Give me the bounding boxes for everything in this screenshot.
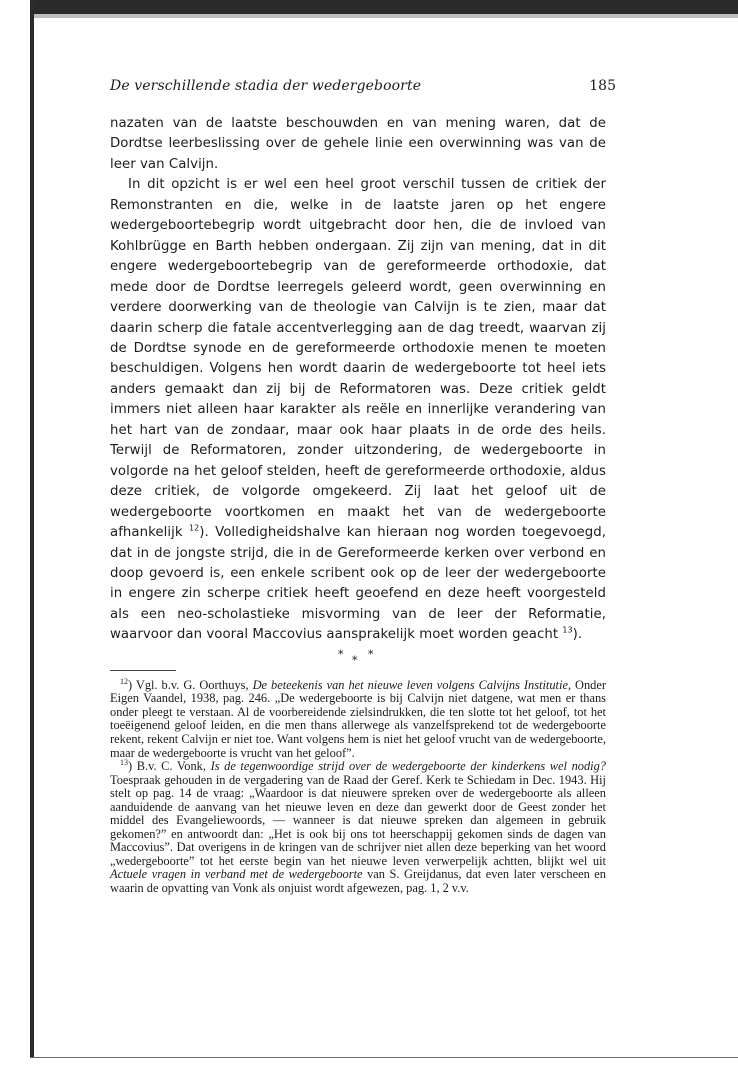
- footnote-ref-12: 12: [188, 523, 200, 533]
- footnote-ref-13: 13: [562, 625, 573, 635]
- paragraph-2-part-a: In dit opzicht is er wel een heel groot verschil tussen de critiek der Remonstranten en die, welke in de laatste jaren op het engere wedergeboortebegrip wordt uitgebracht door hen, die de invloed van Kohlbrügge en Barth hebben ondergaan. Zij zijn van mening, dat in dit engere wedergeboortebegrip van de gereformeerde orthodoxie, dat mede door de Dordtse leerregels geleerd wordt, geen overwinning en verdere doorwerking van de theologie van Calvijn is te zien, maar dat daarin scherp die fatale accentverlegging aan de dag treedt, waarvan zij de Dordtse synode en de gereformeerde orthodoxie menen te moeten beschuldigen. Volgens hen wordt daarin de wedergeboorte tot heel iets anders gemaakt dan zij bij de Reformatoren was. Deze critiek geldt immers niet alleen haar karakter als reële en innerlijke verandering van het hart van de zondaar, maar ook haar plaats in de orde des heils. Terwijl de Reformatoren, zonder uitzondering, de wedergeboorte in volgorde na het geloof stelden, heeft de gereformeerde orthodoxie, aldus deze critiek, de volgorde omgekeerd. Zij laat het geloof uit de wedergeboorte voortkomen en maakt het van de wedergeboorte afhankelijk: [110, 177, 606, 541]
- footnote-12-text: , Onder Eigen Vaandel, 1938, pag. 246. „De wedergeboorte is bij Calvijn niet datgene, wat men er thans onder pleegt te verstaan. Al de voorbereidende zielsindrukken, die ten slotte tot het geloof, tot het toeëigenend geloof leiden, en die men thans allerwege als vanzelfsprekend tot de wedergeboorte rekent, rekent Calvijn er niet toe. Want volgens hem is niet het geloof vrucht van de wedergeboorte, maar de wedergeboorte is vrucht van het geloof”.: [110, 677, 606, 760]
- footnote-marker: 13: [120, 757, 128, 767]
- footnote-rule: [110, 670, 176, 671]
- asterism-star: *: [338, 647, 344, 661]
- paragraph-2-part-c: ).: [572, 627, 583, 643]
- paragraph-2: [110, 175, 606, 645]
- footnote-13: [110, 757, 607, 895]
- book-page: [110, 78, 616, 896]
- footnote-13-title: Is de tegenwoordige strijd over de wedergeboorte der kinderkens wel nodig?: [210, 759, 607, 774]
- asterism-star: *: [352, 653, 358, 667]
- page-number: 185: [589, 78, 616, 94]
- footnote-13-title-2: Actuele vragen in verband met de wedergeboorte: [110, 867, 363, 882]
- running-title: De verschillende stadia der wedergeboorte: [110, 78, 422, 94]
- scan-edge-left: [30, 0, 34, 1068]
- footnote-marker: 12: [120, 676, 128, 686]
- footnote-13-text: Toespraak gehouden in de vergadering van de Raad der Geref. Kerk te Schiedam in Dec. 1943. Hij stelt op pag. 14 de vraag: „Waardoor is dat nieuwere spreken over de wedergeboorte als alleen aanduidende de aanvang van het nieuwe leven en deze dan gewerkt door de Geest zonder het middel des Evangeliewoords, — wanneer is dat nieuwe spreken dan algemeen in gebruik gekomen?” en antwoordt dan: „Het is ook bij ons tot heerschappij gekomen sinds de dagen van Maccovius”. Dat overigens in de kringen van de schrijver niet allen deze beperking van het woord „wedergeboorte” tot het eerste begin van het nieuwe leven verwerpelijk achtten, blijkt wel uit: [110, 772, 606, 868]
- body-text: [110, 114, 606, 646]
- footnote-12: [110, 676, 606, 760]
- asterism-ornament: [110, 642, 606, 666]
- footnotes: [110, 676, 607, 896]
- footnote-13-text-2: van S. Greijdanus, dat even later verscheen en waarin de opvatting van Vonk als onjuist wordt afgewezen, pag. 1, 2 v.v.: [110, 867, 607, 895]
- footnote-12-title: De beteekenis van het nieuwe leven volgens Calvijns Institutie: [252, 677, 568, 692]
- scan-edge-bottom: [30, 1057, 738, 1068]
- scan-edge-shadow: [30, 14, 738, 18]
- page-header: [110, 78, 616, 102]
- paragraph-2-part-b: ). Volledigheidshalve kan hieraan nog worden toegevoegd, dat in de jongste strijd, die in de Gereformeerde kerken over verbond en doop gevoerd is, een enkele scribent ook op de leer der wedergeboorte in engere zin scherpe critiek heeft geoefend en deze heeft voorgesteld als een neo-scholastieke misvorming van de leer der Reformatie, waarvoor dan vooral Maccovius aansprakelijk moet worden geacht: [110, 525, 606, 643]
- asterism-star: *: [368, 647, 374, 661]
- footnote-13-lead: ) B.v. C. Vonk,: [128, 759, 211, 774]
- paragraph-1: nazaten van de laatste beschouwden en van mening waren, dat de Dordtse leerbeslissing over de gehele linie een overwinning was van de leer van Calvijn.: [110, 116, 606, 172]
- scan-edge-top: [30, 0, 738, 14]
- footnote-12-lead: ) Vgl. b.v. G. Oorthuys,: [128, 677, 253, 692]
